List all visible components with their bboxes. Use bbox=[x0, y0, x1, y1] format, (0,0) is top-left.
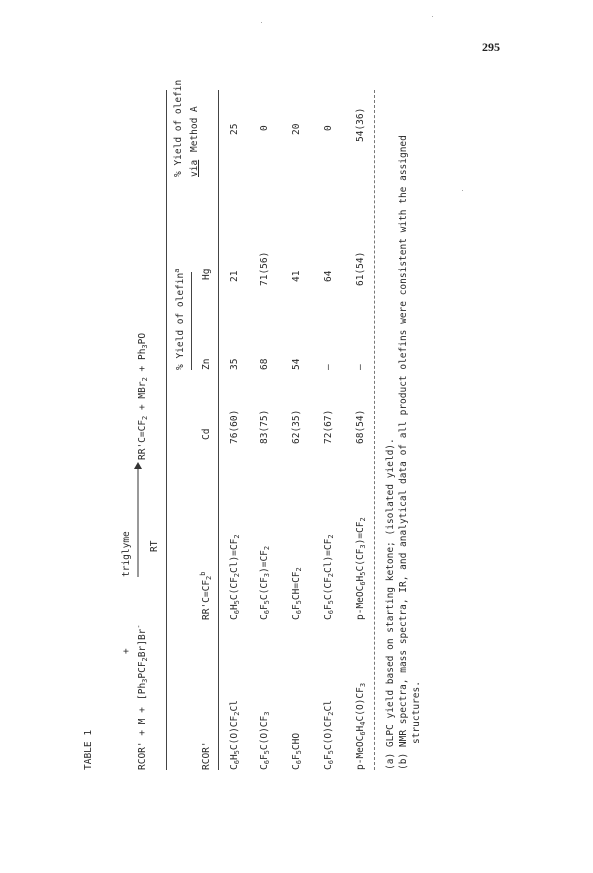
header-zn: Zn bbox=[201, 358, 212, 370]
row-method-a: 0 bbox=[323, 125, 334, 131]
row-hg: 41 bbox=[291, 270, 302, 282]
row-zn: 68 bbox=[259, 358, 270, 370]
row-hg: 64 bbox=[323, 270, 334, 282]
header-hg: Hg bbox=[201, 268, 212, 280]
equation-reactants: RCOR' + M + bbox=[137, 707, 148, 770]
header-cd: Cd bbox=[201, 428, 212, 440]
row-rcor: $C_6F_5C(O)CF_3$ bbox=[259, 711, 271, 770]
scan-speck bbox=[261, 22, 262, 23]
row-rcor: $p-MeOC_6H_4C(O)CF_3$ bbox=[355, 682, 367, 770]
row-zn: — bbox=[323, 364, 334, 370]
row-olefin: $C_6F_5C(CF_2Cl)=CF_2$ bbox=[323, 534, 335, 620]
footnote-a: (a) GLPC yield based on starting ketone; (isolated yield). bbox=[385, 438, 396, 770]
row-cd: 62(35) bbox=[291, 409, 302, 444]
page-number: 295 bbox=[482, 40, 500, 54]
arrow-label-top: triglyme bbox=[121, 531, 132, 577]
row-cd: 76(60) bbox=[229, 409, 240, 444]
row-rcor: $C_6H_5C(O)CF_2Cl$ bbox=[229, 700, 241, 770]
header-method-line1: % Yield of olefin bbox=[173, 79, 184, 177]
header-olefin: $RR'C=CF_2^b$ bbox=[199, 571, 213, 620]
row-method-a: 25 bbox=[229, 123, 240, 135]
row-hg: 71(56) bbox=[259, 251, 270, 286]
row-olefin: $C_6F_5C(CF_3)=CF_2$ bbox=[259, 545, 271, 620]
row-olefin: $C_6F_5CH=CF_2$ bbox=[291, 567, 303, 620]
row-method-a: 54(36) bbox=[355, 107, 366, 142]
footnote-b-continued: structures. bbox=[411, 681, 422, 744]
scan-speck bbox=[432, 16, 433, 17]
row-cd: 72(67) bbox=[323, 409, 334, 444]
header-group-rule bbox=[191, 272, 192, 370]
row-olefin: $C_6H_5C(CF_2Cl)=CF_2$ bbox=[229, 534, 241, 620]
equation-products: $RR'C=CF_2 + MBr_2 + Ph_3PO$ bbox=[137, 332, 149, 460]
row-zn: 54 bbox=[291, 358, 302, 370]
rotated-table bbox=[78, 79, 518, 770]
table-top-rule bbox=[166, 90, 167, 770]
row-zn: — bbox=[355, 364, 366, 370]
arrow-label-bottom: RT bbox=[149, 540, 160, 552]
row-rcor: $C_6F_5CHO$ bbox=[291, 732, 303, 770]
header-method-via: via bbox=[189, 159, 200, 177]
footnote-b: (b) NMR spectra, mass spectra, IR, and analytical data of all product olefins were consistent with the assigned bbox=[398, 135, 409, 770]
table-bottom-rule bbox=[374, 90, 375, 770]
equation-ylide: $[Ph_3PCF_2Br]Br^-$ bbox=[135, 624, 149, 700]
row-rcor: $C_6F_5C(O)CF_2Cl$ bbox=[323, 700, 335, 770]
row-hg: 61(54) bbox=[355, 251, 366, 286]
row-method-a: 20 bbox=[291, 123, 302, 135]
row-cd: 83(75) bbox=[259, 409, 270, 444]
row-zn: 35 bbox=[229, 358, 240, 370]
row-method-a: 0 bbox=[259, 125, 270, 131]
row-olefin: $p-MeOC_6H_5C(CF_3)=CF_2$ bbox=[355, 517, 367, 620]
header-rcor: RCOR' bbox=[201, 741, 212, 770]
table-label: TABLE 1 bbox=[83, 729, 94, 770]
row-hg: 21 bbox=[229, 270, 240, 282]
header-group-metal: % Yield of olefin$^a$ bbox=[173, 268, 186, 370]
row-cd: 68(54) bbox=[355, 409, 366, 444]
header-method-rest: Method A bbox=[189, 106, 200, 152]
header-bottom-rule bbox=[218, 90, 219, 770]
reaction-arrow bbox=[132, 462, 144, 577]
ylide-charge: + bbox=[121, 648, 132, 654]
